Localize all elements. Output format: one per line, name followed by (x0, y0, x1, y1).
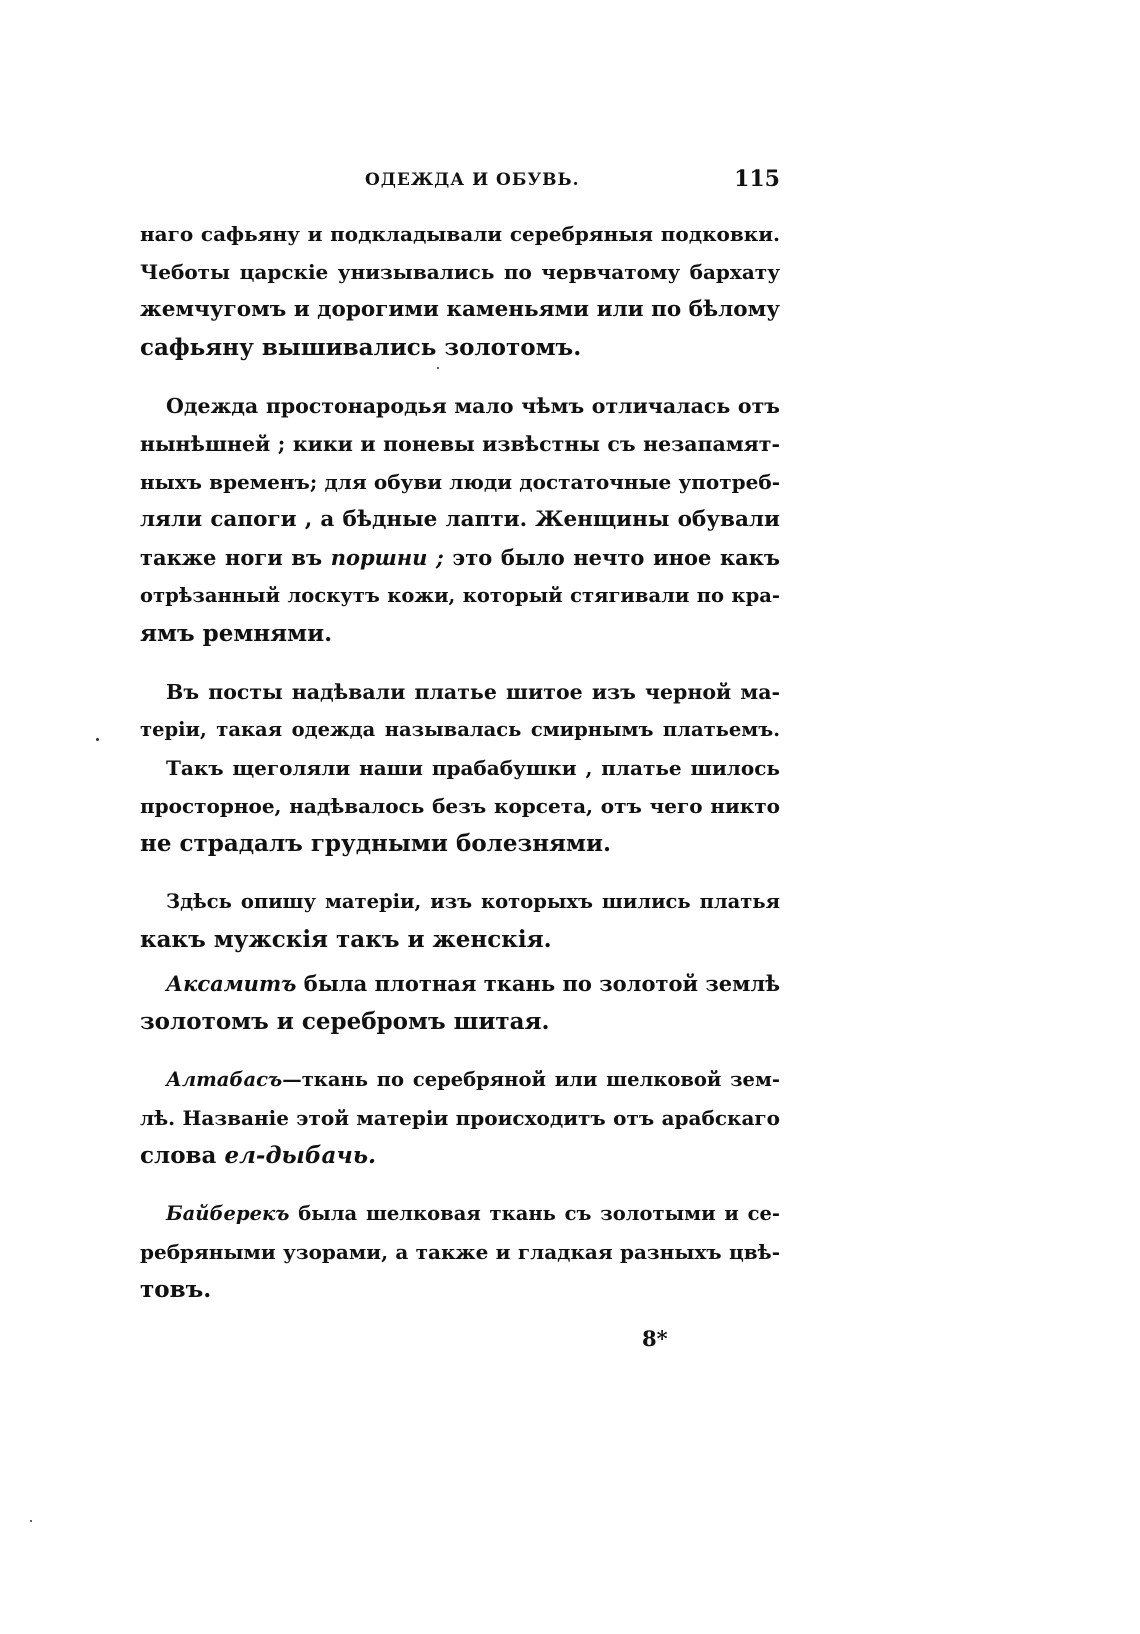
paragraph (140, 965, 780, 1041)
running-title: ОДЕЖДА И ОБУВЬ. (365, 170, 580, 190)
text-run: ямъ ремнями. (140, 620, 333, 647)
text-run: лѣ. Названіе этой матеріи происходитъ отъ арабскаго (140, 1106, 780, 1130)
text-run: товъ. (140, 1276, 212, 1303)
text-line (140, 291, 780, 329)
scan-speck (96, 738, 99, 741)
paragraph (140, 673, 780, 863)
text-line (140, 539, 780, 577)
text-line (140, 1271, 780, 1309)
text-line (140, 883, 780, 921)
scan-speck (437, 367, 439, 369)
text-run: Чеботы царскіе унизывались по червчатому бархату (140, 260, 780, 284)
text-line (140, 787, 780, 825)
text-line (140, 1099, 780, 1137)
text-run: Такъ щеголяли наши прабабушки , платье шилось (166, 756, 780, 780)
text-line (140, 463, 780, 501)
text-line (140, 577, 780, 615)
signature-mark: 8* (642, 1326, 668, 1351)
text-run: сафьяну вышивались золотомъ. (140, 334, 582, 361)
text-run: Одежда простонародья мало чѣмъ отличалась отъ (166, 394, 780, 418)
text-line (140, 329, 780, 367)
text-line (140, 711, 780, 749)
text-line (140, 425, 780, 463)
text-run: Здѣсь опишу матеріи, изъ которыхъ шились платья (166, 890, 780, 913)
text-line (140, 501, 780, 539)
text-line (140, 673, 780, 711)
text-run: теріи, такая одежда называлась смирнымъ платьемъ. (140, 718, 780, 741)
text-run: была плотная ткань по золотой землѣ (296, 971, 780, 996)
text-run: была шелковая ткань съ золотыми и се- (289, 1202, 780, 1225)
text-line (140, 921, 780, 959)
text-run: ляли сапоги , а бѣдные лапти. Женщины обували (140, 507, 780, 532)
text-run: ныхъ временъ; для обуви люди достаточные употреб- (140, 470, 780, 494)
text-line (140, 965, 780, 1003)
scan-speck (30, 1520, 32, 1522)
text-line (140, 615, 780, 653)
italic-term: ел-дыбачь. (224, 1142, 376, 1169)
paragraph (140, 1195, 780, 1309)
running-head (140, 166, 780, 200)
paragraph (140, 215, 780, 367)
text-run: Въ посты надѣвали платье шитое изъ черной ма- (166, 680, 780, 704)
text-line (140, 1003, 780, 1041)
text-run: жемчугомъ и дорогими каменьями или по бѣлому (140, 297, 781, 322)
text-run: просторное, надѣвалось безъ корсета, отъ чего никто (140, 794, 780, 818)
text-run: какъ мужскія такъ и женскія. (140, 926, 552, 953)
text-run: наго сафьяну и подкладывали серебряныя подковки. (140, 222, 780, 246)
italic-term: Байберекъ (166, 1202, 290, 1225)
page-number: 115 (734, 166, 780, 192)
text-run: ребряными узорами, а также и гладкая разныхъ цвѣ- (140, 1240, 780, 1264)
text-line (140, 1195, 780, 1233)
text-run: это было нечто иное какъ (443, 545, 780, 570)
italic-term: поршни ; (330, 545, 444, 570)
italic-term: Аксамитъ (166, 971, 297, 996)
text-run: золотомъ и серебромъ шитая. (140, 1008, 550, 1035)
text-run: —ткань по серебряной или шелковой зем- (282, 1068, 780, 1091)
text-line (140, 215, 780, 253)
text-column (140, 215, 780, 1329)
text-line (140, 1061, 780, 1099)
text-run: слова (140, 1142, 225, 1169)
text-line (140, 825, 780, 863)
italic-term: Алтабасъ (166, 1068, 283, 1091)
text-line (140, 1233, 780, 1271)
paragraph (140, 1061, 780, 1175)
paragraph (140, 387, 780, 653)
text-run: отрѣзанный лоскутъ кожи, который стягивали по кра- (140, 584, 780, 607)
paragraph (140, 883, 780, 959)
text-line (140, 387, 780, 425)
text-line (140, 749, 780, 787)
text-run: нынѣшней ; кики и поневы извѣстны съ незапамят- (140, 432, 780, 456)
text-run: также ноги въ (140, 545, 331, 570)
text-run: не страдалъ грудными болезнями. (140, 830, 612, 857)
text-line (140, 253, 780, 291)
text-line (140, 1137, 780, 1175)
